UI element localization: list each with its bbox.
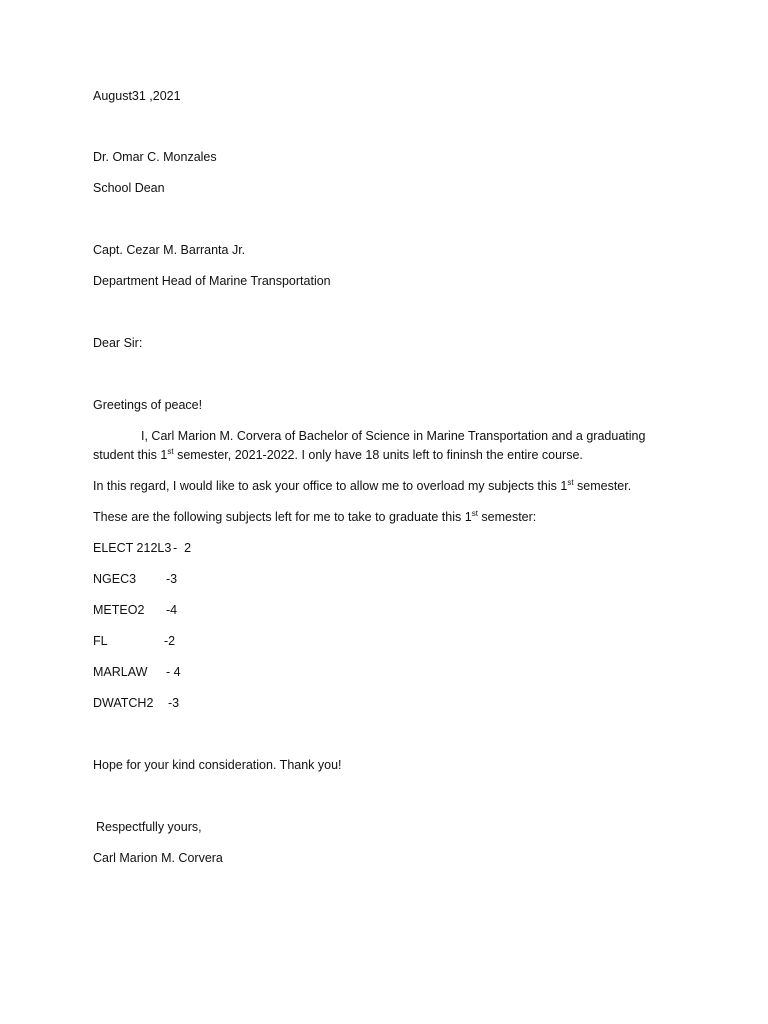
paragraph-1-line-2	[93, 446, 583, 465]
subject-row	[93, 539, 192, 558]
ordinal-suffix: st	[471, 508, 478, 518]
subject-units: - 4	[166, 665, 181, 679]
paragraph-1-line-2-text-b: semester, 2021-2022. I only have 18 units left to fininsh the entire course.	[173, 448, 583, 462]
paragraph-2	[93, 477, 631, 496]
recipient-2-name: Capt. Cezar M. Barranta Jr.	[93, 243, 246, 257]
subject-row	[93, 601, 178, 620]
subject-units: -3	[168, 696, 180, 710]
subject-row	[93, 694, 180, 713]
signature-name: Carl Marion M. Corvera	[93, 851, 223, 865]
subject-units: -2	[164, 634, 176, 648]
subject-code: METEO2	[93, 603, 145, 617]
paragraph-3	[93, 508, 536, 527]
recipient-1-title: School Dean	[93, 181, 165, 195]
letter-date: August31 ,2021	[93, 89, 181, 103]
subject-code: ELECT 212L3	[93, 541, 172, 555]
subject-code: NGEC3	[93, 572, 137, 586]
closing-remark: Hope for your kind consideration. Thank you!	[93, 758, 342, 772]
paragraph-3-text-a: These are the following subjects left for me to take to graduate this 1	[93, 510, 472, 524]
subject-row	[93, 632, 176, 651]
paragraph-1-line-1: I, Carl Marion M. Corvera of Bachelor of Science in Marine Transportation and a graduating	[141, 429, 646, 443]
subject-units: - 2	[173, 541, 192, 555]
subject-row	[93, 570, 178, 589]
subject-code: FL	[93, 634, 108, 648]
greeting: Greetings of peace!	[93, 398, 203, 412]
complimentary-close: Respectfully yours,	[96, 820, 202, 834]
salutation: Dear Sir:	[93, 336, 143, 350]
subject-code: DWATCH2	[93, 696, 154, 710]
paragraph-2-text-b: semester.	[573, 479, 632, 493]
ordinal-suffix: st	[167, 446, 174, 456]
paragraph-1-line-2-text-a: student this 1	[93, 448, 168, 462]
recipient-1-name: Dr. Omar C. Monzales	[93, 150, 217, 164]
subject-code: MARLAW	[93, 665, 148, 679]
subject-units: -3	[166, 572, 178, 586]
ordinal-suffix: st	[567, 477, 574, 487]
paragraph-3-text-b: semester:	[477, 510, 537, 524]
subject-units: -4	[166, 603, 178, 617]
recipient-2-title: Department Head of Marine Transportation	[93, 274, 331, 288]
paragraph-2-text-a: In this regard, I would like to ask your office to allow me to overload my subjects this 1	[93, 479, 568, 493]
subject-row	[93, 663, 181, 682]
